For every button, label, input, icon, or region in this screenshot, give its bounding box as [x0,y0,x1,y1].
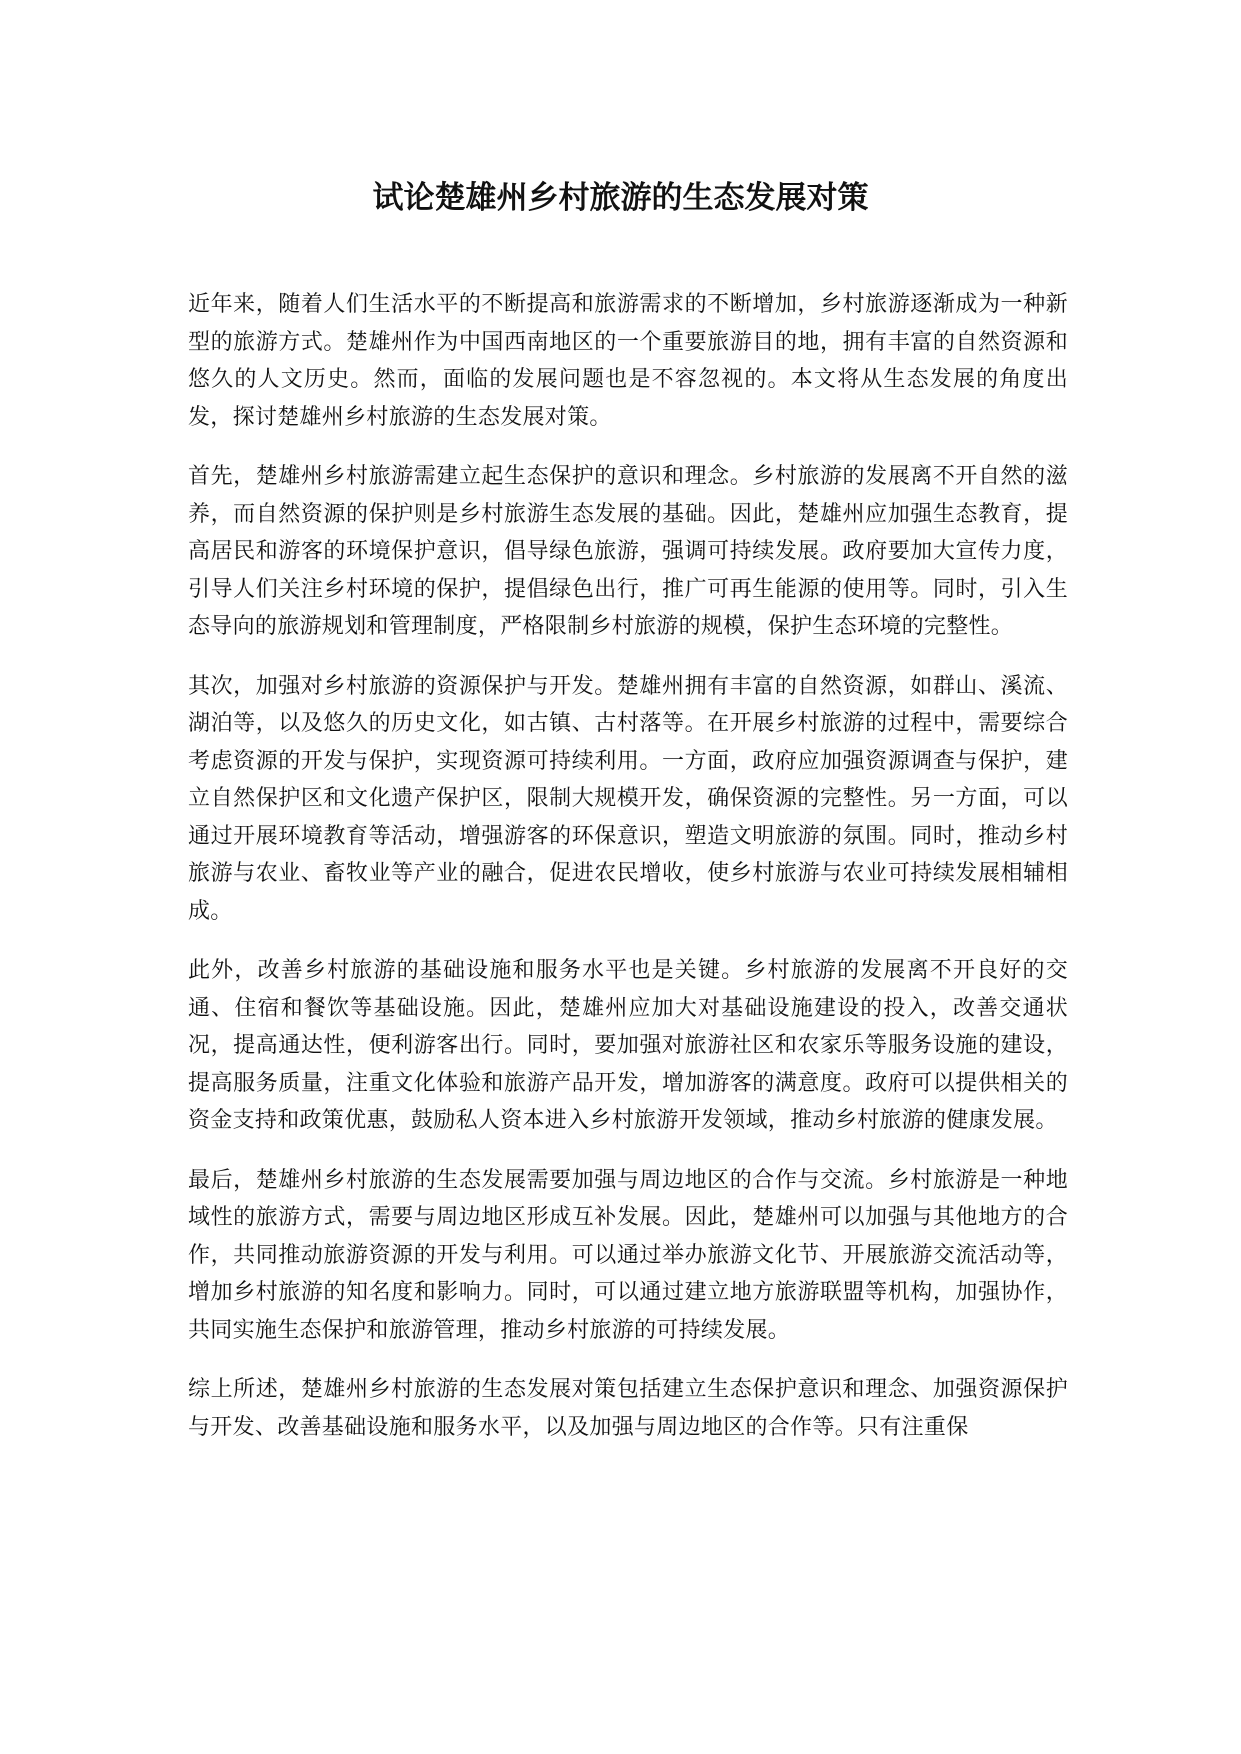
paragraph-intro: 近年来，随着人们生活水平的不断提高和旅游需求的不断增加，乡村旅游逐渐成为一种新型的旅游方式。楚雄州作为中国西南地区的一个重要旅游目的地，拥有丰富的自然资源和悠久的人文历史。然而，面临的发展问题也是不容忽视的。本文将从生态发展的角度出发，探讨楚雄州乡村旅游的生态发展对策。 [188,292,1068,430]
paragraph-fourth: 最后，楚雄州乡村旅游的生态发展需要加强与周边地区的合作与交流。乡村旅游是一种地域性的旅游方式，需要与周边地区形成互补发展。因此，楚雄州可以加强与其他地方的合作，共同推动旅游资源的开发与利用。可以通过举办旅游文化节、开展旅游交流活动等，增加乡村旅游的知名度和影响力。同时，可以通过建立地方旅游联盟等机构，加强协作，共同实施生态保护和旅游管理，推动乡村旅游的可持续发展。 [188,1167,1068,1343]
paragraph-second: 其次，加强对乡村旅游的资源保护与开发。楚雄州拥有丰富的自然资源，如群山、溪流、湖泊等，以及悠久的历史文化，如古镇、古村落等。在开展乡村旅游的过程中，需要综合考虑资源的开发与保护，实现资源可持续利用。一方面，政府应加强资源调查与保护，建立自然保护区和文化遗产保护区，限制大规模开发，确保资源的完整性。另一方面，可以通过开展环境教育等活动，增强游客的环保意识，塑造文明旅游的氛围。同时，推动乡村旅游与农业、畜牧业等产业的融合，促进农民增收，使乡村旅游与农业可持续发展相辅相成。 [188,673,1068,924]
document-body [188,286,1068,1468]
paragraph-third: 此外，改善乡村旅游的基础设施和服务水平也是关键。乡村旅游的发展离不开良好的交通、住宿和餐饮等基础设施。因此，楚雄州应加大对基础设施建设的投入，改善交通状况，提高通达性，便利游客出行。同时，要加强对旅游社区和农家乐等服务设施的建设，提高服务质量，注重文化体验和旅游产品开发，增加游客的满意度。政府可以提供相关的资金支持和政策优惠，鼓励私人资本进入乡村旅游开发领域，推动乡村旅游的健康发展。 [188,958,1068,1133]
document-title: 试论楚雄州乡村旅游的生态发展对策 [372,180,869,216]
paragraph-first: 首先，楚雄州乡村旅游需建立起生态保护的意识和理念。乡村旅游的发展离不开自然的滋养，而自然资源的保护则是乡村旅游生态发展的基础。因此，楚雄州应加强生态教育，提高居民和游客的环境保护意识，倡导绿色旅游，强调可持续发展。政府要加大宣传力度，引导人们关注乡村环境的保护，提倡绿色出行，推广可再生能源的使用等。同时，引入生态导向的旅游规划和管理制度，严格限制乡村旅游的规模，保护生态环境的完整性。 [188,464,1068,639]
paragraph-conclusion: 综上所述，楚雄州乡村旅游的生态发展对策包括建立生态保护意识和理念、加强资源保护与开发、改善基础设施和服务水平，以及加强与周边地区的合作等。只有注重保 [188,1377,1068,1440]
